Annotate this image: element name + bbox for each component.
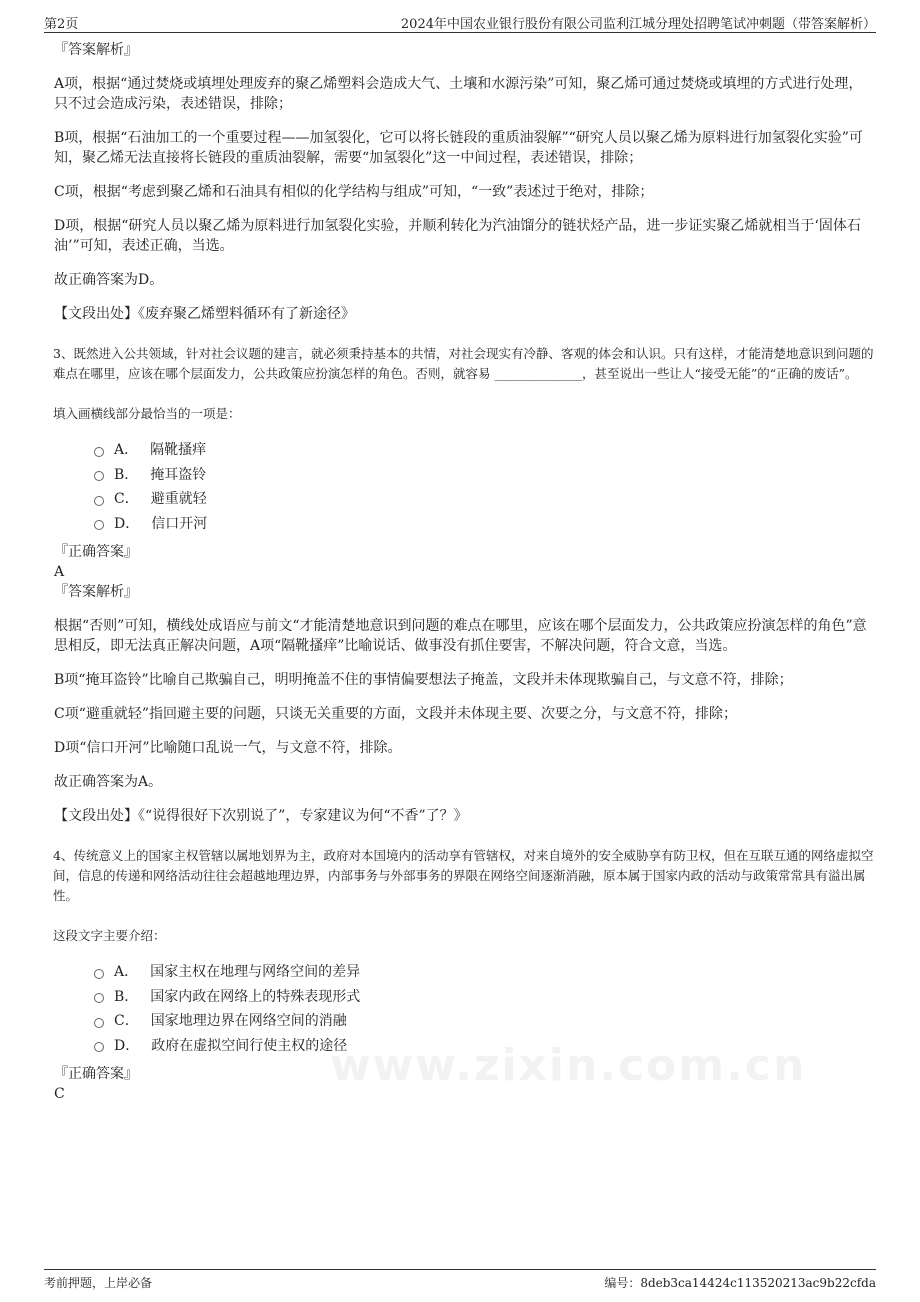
radio-icon[interactable] bbox=[94, 1018, 104, 1028]
q3-stem: 3、既然进入公共领域，针对社会议题的建言，就必须秉持基本的共情，对社会现实有冷静、客观的体会和认识。只有这样，才能清楚地意识到问题的难点在哪里，应该在哪个层面发力，公共政策应扮演怎样的角色。否则，就容易 ______________，甚至说出一些让人“接受无能”的“正确的废话”。 bbox=[53, 346, 874, 381]
q2-analysis-c: C项，根据“考虑到聚乙烯和石油具有相似的化学结构与组成”可知，“一致”表述过于绝对，排除； bbox=[54, 184, 654, 200]
page-number: 第2页 bbox=[44, 17, 79, 32]
radio-icon[interactable] bbox=[94, 471, 104, 481]
watermark: www.zixin.com.cn bbox=[330, 1040, 807, 1091]
q4-answer: C bbox=[54, 1086, 65, 1102]
q3-option-b[interactable]: B． 掩耳盗铃 bbox=[94, 463, 876, 488]
q3-option-c[interactable]: C． 避重就轻 bbox=[94, 487, 876, 512]
q2-source: 【文段出处】《废弃聚乙烯塑料循环有了新途径》 bbox=[54, 306, 355, 322]
q2-analysis-a: A项，根据“通过焚烧或填埋处理废弃的聚乙烯塑料会造成大气、土壤和水源污染”可知，聚乙烯可通过焚烧或填埋的方式进行处理，只不过会造成污染，表述错误，排除； bbox=[54, 76, 863, 112]
radio-icon[interactable] bbox=[94, 447, 104, 457]
q2-analysis-b: B项，根据“石油加工的一个重要过程——加氢裂化，它可以将长链段的重质油裂解”“研究人员以聚乙烯为原料进行加氢裂化实验”可知，聚乙烯无法直接将长链段的重质油裂解，需要“加氢裂化”这一中间过程，表述错误，排除； bbox=[54, 130, 863, 166]
q3-answer-label: 『正确答案』 bbox=[54, 544, 138, 560]
radio-icon[interactable] bbox=[94, 969, 104, 979]
radio-icon[interactable] bbox=[94, 1042, 104, 1052]
q4-options bbox=[94, 960, 876, 1058]
q4-answer-label: 『正确答案』 bbox=[54, 1066, 138, 1082]
q3-source: 【文段出处】《“说得很好下次别说了”，专家建议为何“不香”了？》 bbox=[54, 808, 468, 824]
q4-option-c[interactable]: C． 国家地理边界在网络空间的消融 bbox=[94, 1009, 876, 1034]
q3-analysis-label: 『答案解析』 bbox=[54, 584, 138, 600]
q2-analysis-d: D项，根据“研究人员以聚乙烯为原料进行加氢裂化实验，并顺利转化为汽油馏分的链状烃产品，进一步证实聚乙烯就相当于‘固体石油’”可知，表述正确，当选。 bbox=[54, 218, 861, 254]
q4-stem: 4、传统意义上的国家主权管辖以属地划界为主，政府对本国境内的活动享有管辖权，对来自境外的安全威胁享有防卫权，但在互联互通的网络虚拟空间，信息的传递和网络活动往往会超越地理边界，内部事务与外部事务的界限在网络空间逐渐消融，原本属于国家内政的活动与政策常常具有溢出属性。 bbox=[53, 848, 874, 903]
q4-option-d[interactable]: D． 政府在虚拟空间行使主权的途径 bbox=[94, 1034, 876, 1059]
page-footer bbox=[44, 1269, 876, 1290]
document-title: 2024年中国农业银行股份有限公司监利江城分理处招聘笔试冲刺题（带答案解析） bbox=[400, 17, 876, 32]
q3-answer: A bbox=[54, 564, 65, 580]
document-id: 编号：8deb3ca14424c113520213ac9b22cfda bbox=[604, 1276, 876, 1290]
q4-option-b[interactable]: B． 国家内政在网络上的特殊表现形式 bbox=[94, 985, 876, 1010]
q3-analysis-d: D项“信口开河”比喻随口乱说一气，与文意不符，排除。 bbox=[54, 740, 402, 756]
q2-conclusion: 故正确答案为D。 bbox=[54, 272, 164, 288]
radio-icon[interactable] bbox=[94, 520, 104, 530]
radio-icon[interactable] bbox=[94, 993, 104, 1003]
q2-analysis-label: 『答案解析』 bbox=[54, 42, 138, 58]
q3-conclusion: 故正确答案为A。 bbox=[54, 774, 163, 790]
q3-analysis-c: C项“避重就轻”指回避主要的问题，只谈无关重要的方面，文段并未体现主要、次要之分，与文意不符，排除； bbox=[54, 706, 738, 722]
page-header bbox=[44, 12, 876, 33]
q3-option-d[interactable]: D． 信口开河 bbox=[94, 512, 876, 537]
q4-option-a[interactable]: A． 国家主权在地理与网络空间的差异 bbox=[94, 960, 876, 985]
footer-slogan: 考前押题，上岸必备 bbox=[44, 1276, 153, 1290]
q3-option-a[interactable]: A． 隔靴搔痒 bbox=[94, 438, 876, 463]
q3-analysis-b: B项“掩耳盗铃”比喻自己欺骗自己，明明掩盖不住的事情偏要想法子掩盖，文段并未体现欺骗自己，与文意不符，排除； bbox=[54, 672, 793, 688]
q4-prompt: 这段文字主要介绍： bbox=[53, 928, 166, 943]
radio-icon[interactable] bbox=[94, 496, 104, 506]
q3-options bbox=[94, 438, 876, 536]
document-body bbox=[54, 40, 876, 1104]
q3-prompt: 填入画横线部分最恰当的一项是： bbox=[53, 406, 241, 421]
q3-analysis-a: 根据“否则”可知，横线处成语应与前文“才能清楚地意识到问题的难点在哪里，应该在哪个层面发力，公共政策应扮演怎样的角色”意思相反，即无法真正解决问题，A项“隔靴搔痒”比喻说话、做事没有抓住要害，不解决问题，符合文意，当选。 bbox=[54, 618, 867, 654]
